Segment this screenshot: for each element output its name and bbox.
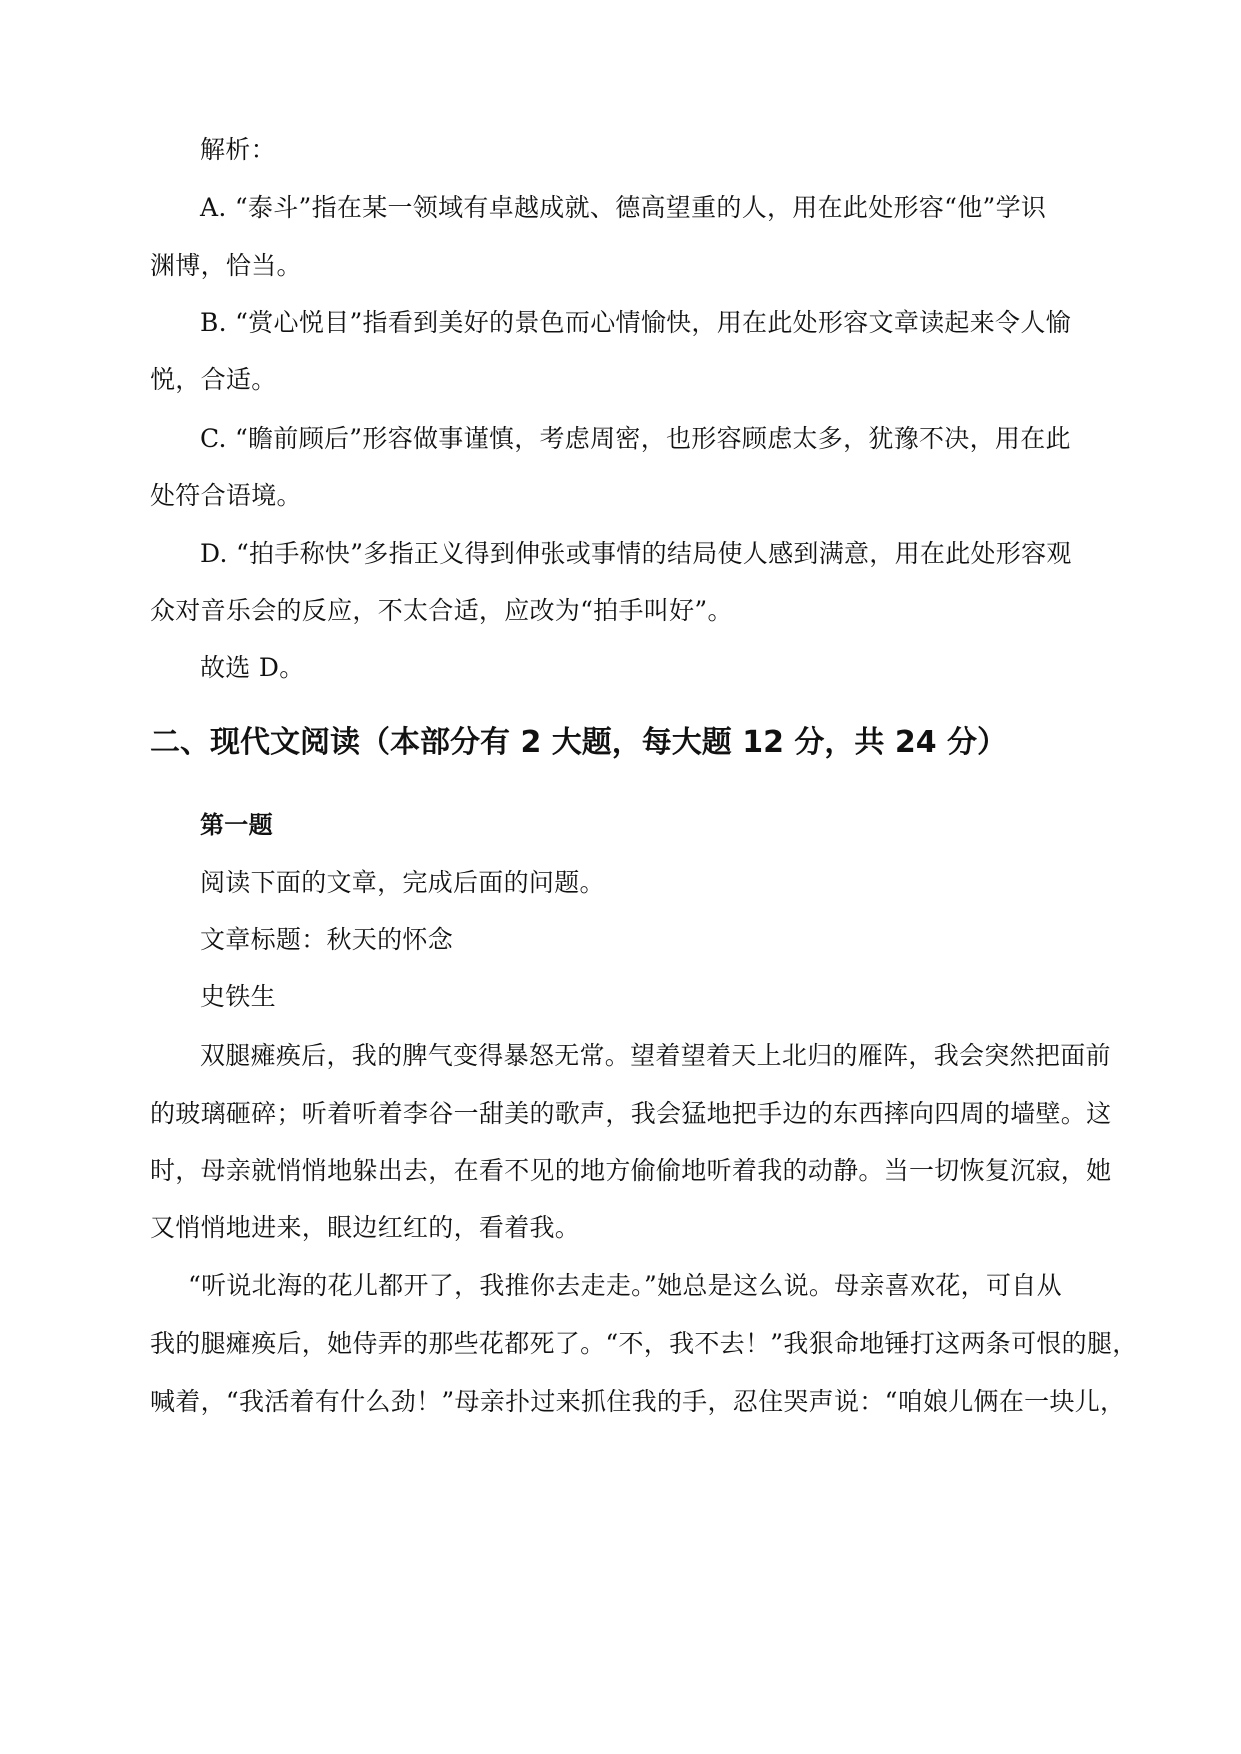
option-a-line-2: 渊博，恰当。 — [150, 251, 302, 280]
paragraph-2-line-3: 喊着，“我活着有什么劲！”母亲扑过来抓住我的手，忍住哭声说：“咱娘儿俩在一块儿， — [150, 1387, 1126, 1416]
reading-instruction: 阅读下面的文章，完成后面的问题。 — [200, 868, 605, 897]
option-b-line-2: 悦，合适。 — [150, 365, 277, 394]
paragraph-1-line-1: 双腿瘫痪后，我的脾气变得暴怒无常。望着望着天上北归的雁阵，我会突然把面前 — [200, 1041, 1111, 1070]
article-title: 文章标题：秋天的怀念 — [200, 925, 454, 954]
article-author: 史铁生 — [200, 982, 276, 1011]
option-d-line-2: 众对音乐会的反应，不太合适，应改为“拍手叫好”。 — [150, 596, 733, 625]
paragraph-2-line-2: 我的腿瘫痪后，她侍弄的那些花都死了。“不，我不去！”我狠命地锤打这两条可恨的腿， — [150, 1329, 1138, 1358]
option-b-line-1: B. “赏心悦目”指看到美好的景色而心情愉快，用在此处形容文章读起来令人愉 — [200, 308, 1071, 337]
option-d-line-1: D. “拍手称快”多指正义得到伸张或事情的结局使人感到满意，用在此处形容观 — [200, 539, 1072, 568]
paragraph-1-line-4: 又悄悄地进来，眼边红红的，看着我。 — [150, 1213, 581, 1242]
paragraph-1-line-2: 的玻璃砸碎；听着听着李谷一甜美的歌声，我会猛地把手边的东西摔向四周的墙壁。这 — [150, 1099, 1112, 1128]
question-title: 第一题 — [200, 811, 273, 839]
analysis-conclusion: 故选 D。 — [200, 653, 305, 682]
option-c-line-1: C. “瞻前顾后”形容做事谨慎，考虑周密，也形容顾虑太多，犹豫不决，用在此 — [200, 424, 1071, 453]
paragraph-1-line-3: 时，母亲就悄悄地躲出去，在看不见的地方偷偷地听着我的动静。当一切恢复沉寂，她 — [150, 1156, 1112, 1185]
analysis-label: 解析： — [200, 135, 276, 164]
option-c-line-2: 处符合语境。 — [150, 481, 302, 510]
section-heading: 二、现代文阅读（本部分有 2 大题，每大题 12 分，共 24 分） — [150, 725, 1008, 760]
paragraph-2-line-1: “听说北海的花儿都开了，我推你去走走。”她总是这么说。母亲喜欢花，可自从 — [188, 1271, 1062, 1300]
option-a-line-1: A. “泰斗”指在某一领域有卓越成就、德高望重的人，用在此处形容“他”学识 — [200, 193, 1047, 222]
